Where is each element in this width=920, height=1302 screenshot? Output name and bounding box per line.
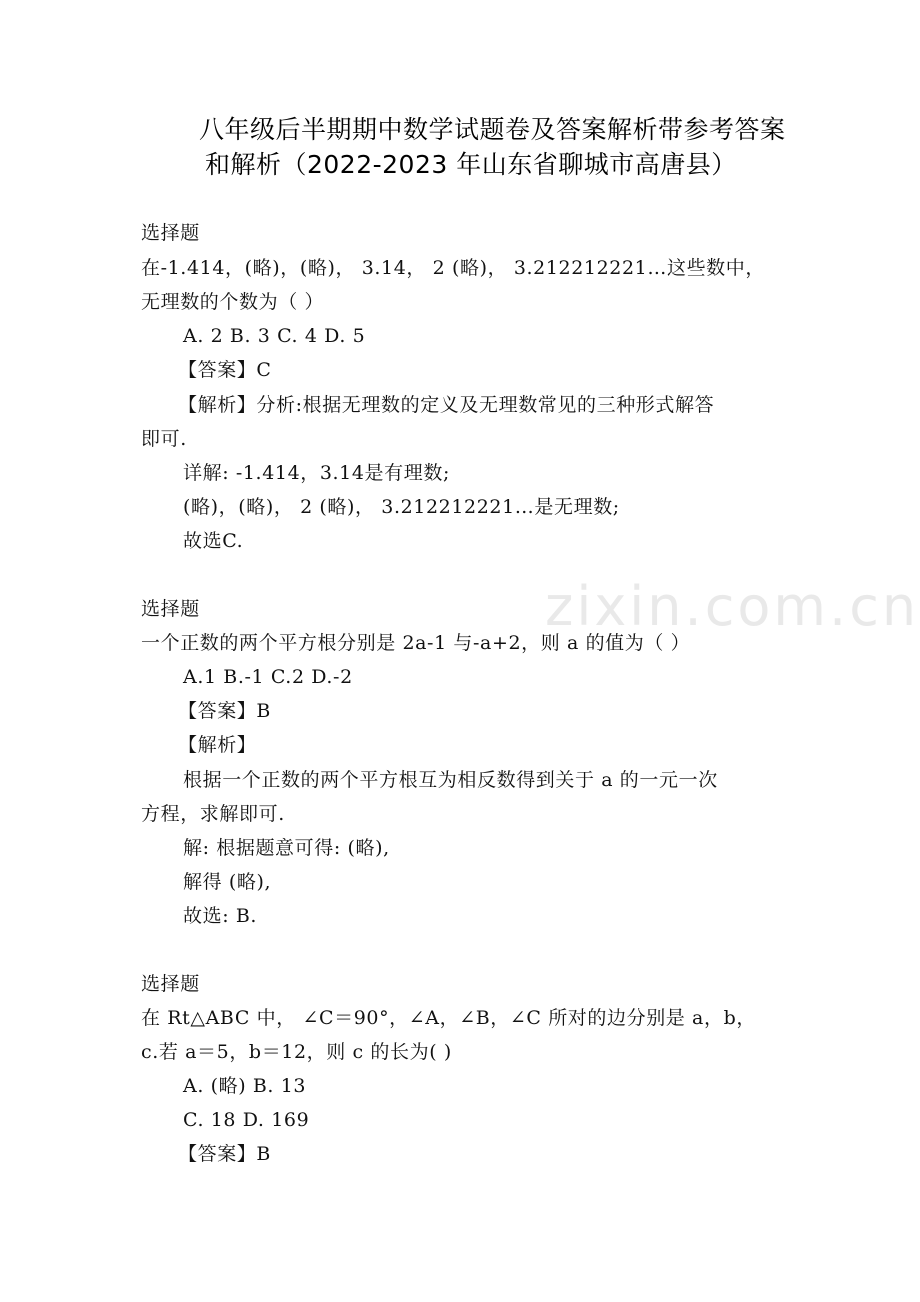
q2-detail-line-3: 故选: B.: [183, 905, 258, 927]
q3-options-line-2: C. 18 D. 169: [183, 1109, 310, 1131]
title-line-1: 八年级后半期期中数学试题卷及答案解析带参考答案: [199, 115, 786, 144]
q1-type-label: 选择题: [141, 222, 200, 244]
q2-analysis-head: 【解析】: [178, 734, 257, 756]
q1-detail-line-1: 详解: -1.414，3.14是有理数;: [183, 462, 450, 484]
q2-detail-line-1: 解: 根据题意可得: (略),: [183, 837, 390, 859]
q2-analysis-line-1: 根据一个正数的两个平方根互为相反数得到关于 a 的一元一次: [183, 769, 718, 791]
q1-detail-line-3: 故选C.: [183, 530, 244, 552]
q1-options: A. 2 B. 3 C. 4 D. 5: [183, 325, 366, 347]
q3-answer: 【答案】B: [178, 1143, 271, 1165]
q2-analysis-line-2: 方程，求解即可.: [141, 803, 285, 825]
q3-stem-line-1: 在 Rt△ABC 中， ∠C＝90°，∠A，∠B，∠C 所对的边分别是 a，b，: [141, 1007, 756, 1029]
q1-analysis-line-2: 即可.: [141, 428, 187, 450]
q1-detail-line-2: (略)，(略)， 2 (略)， 3.212212221…是无理数;: [183, 496, 620, 518]
q2-stem-line-1: 一个正数的两个平方根分别是 2a-1 与-a+2，则 a 的值为（ ）: [141, 632, 691, 654]
q3-type-label: 选择题: [141, 973, 200, 995]
q2-answer: 【答案】B: [178, 700, 271, 722]
q1-answer: 【答案】C: [178, 359, 272, 381]
q1-analysis-line-1: 【解析】分析:根据无理数的定义及无理数常见的三种形式解答: [178, 394, 715, 416]
q3-stem-line-2: c.若 a＝5，b＝12，则 c 的长为( ): [141, 1041, 452, 1063]
title-line-2: 和解析（2022-2023 年山东省聊城市高唐县）: [205, 150, 737, 179]
q1-stem-line-1: 在-1.414，(略)，(略)， 3.14， 2 (略)， 3.212212221…这些数中，: [141, 257, 765, 279]
q2-type-label: 选择题: [141, 598, 200, 620]
q3-options-line-1: A. (略) B. 13: [183, 1075, 307, 1097]
document-title: [199, 112, 845, 182]
q2-options: A.1 B.-1 C.2 D.-2: [183, 666, 353, 688]
q2-detail-line-2: 解得 (略),: [183, 871, 272, 893]
q1-stem-line-2: 无理数的个数为（ ）: [141, 291, 325, 313]
watermark-text: zixin.com.cn: [545, 575, 920, 638]
